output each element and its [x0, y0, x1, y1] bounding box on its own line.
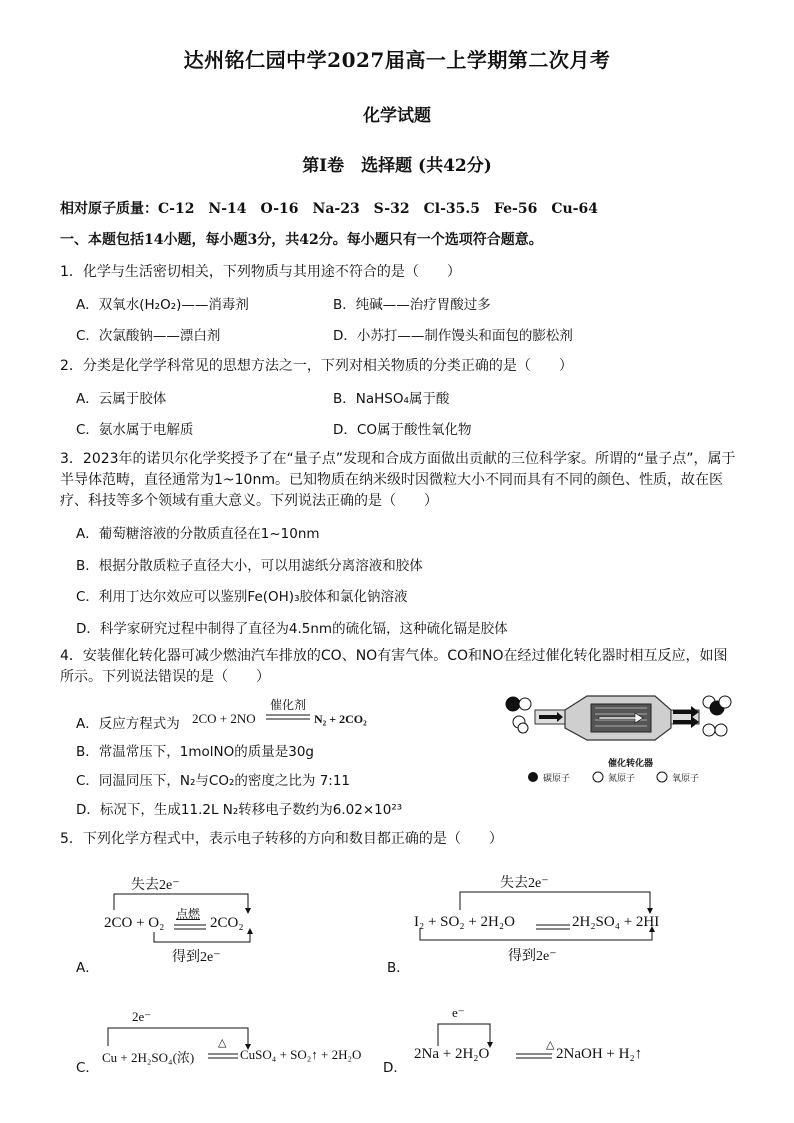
- q5-a-rhs: 2CO₂: [210, 915, 244, 931]
- catalytic-converter-figure: [495, 688, 740, 758]
- q4-option-a-rhs: N₂ + 2CO₂: [314, 712, 367, 726]
- q5-b-rhs: 2H₂SO₄ + 2HI: [572, 914, 660, 930]
- part-instructions: 一、本题包括14小题，每小题3分，共42分。每小题只有一个选项符合题意。: [60, 232, 543, 248]
- q5-a-condition: 点燃: [176, 907, 201, 921]
- q1-option-c: C．次氯酸钠——漂白剂: [76, 328, 221, 344]
- q1-option-a: A．双氧水(H₂O₂)——消毒剂: [76, 297, 249, 313]
- q5-c-condition: △: [218, 1037, 227, 1049]
- q5-c-top-label: 2e⁻: [132, 1009, 152, 1024]
- legend-oxygen: 氧原子: [672, 774, 700, 784]
- oxygen-atom-icon: [518, 723, 528, 733]
- legend-carbon: 碳原子: [543, 774, 571, 784]
- oxygen-atom-legend-icon: [656, 771, 668, 783]
- figure-caption: 催化转化器: [608, 759, 654, 769]
- q3-option-c: C．利用丁达尔效应可以鉴别Fe(OH)₃胶体和氯化钠溶液: [76, 589, 408, 605]
- subject-title: 化学试题: [363, 106, 431, 126]
- q5-a-lhs: 2CO + O₂: [104, 915, 165, 931]
- carbon-atom-legend-icon: [527, 771, 539, 783]
- q2-option-d: D．CO属于酸性氧化物: [333, 422, 472, 438]
- q5-a-bottom-label: 得到2e⁻: [172, 950, 221, 965]
- q1-option-d: D．小苏打——制作馒头和面包的膨松剂: [333, 328, 573, 344]
- q4-option-a-lhs: 2CO + 2NO: [192, 711, 256, 726]
- q5-b-bottom-label: 得到2e⁻: [508, 949, 557, 964]
- q5-d-lhs: 2Na + 2H₂O: [414, 1046, 490, 1062]
- carbon-atom-icon: [506, 697, 520, 711]
- q5-c-rhs: CuSO₄ + SO₂↑ + 2H₂O: [240, 1047, 362, 1062]
- q3-option-b: B．根据分散质粒子直径大小，可以用滤纸分离溶液和胶体: [76, 558, 423, 574]
- q2-option-a: A．云属于胶体: [76, 391, 167, 407]
- q3-option-a: A．葡萄糖溶液的分散质直径在1~10nm: [76, 526, 320, 542]
- q4-option-c: C．同温同压下，N₂与CO₂的密度之比为 7:11: [76, 773, 351, 789]
- q1-option-b: B．纯碱——治疗胃酸过多: [333, 297, 491, 313]
- q4-stem: 4．安装催化转化器可减少燃油汽车排放的CO、NO有害气体。CO和NO在经过催化转化器时相互反应，如图所示。下列说法错误的是（ ）: [60, 648, 728, 685]
- q4-option-b: B．常温常压下，1molNO的质量是30g: [76, 744, 314, 760]
- q2-stem: 2．分类是化学学科常见的思想方法之一，下列对相关物质的分类正确的是（ ）: [60, 358, 573, 374]
- q5-stem: 5．下列化学方程式中，表示电子转移的方向和数目都正确的是（ ）: [60, 831, 503, 847]
- legend-nitrogen: 氮原子: [608, 774, 636, 784]
- q5-a-label: A．: [76, 960, 99, 976]
- q5-d-condition: △: [546, 1039, 555, 1051]
- q5-a-top-label: 失去2e⁻: [131, 878, 180, 893]
- section-title: 第I卷 选择题 (共42分): [302, 156, 492, 176]
- q1-stem: 1．化学与生活密切相关，下列物质与其用途不符合的是（ ）: [60, 264, 461, 280]
- q5-d-rhs: 2NaOH + H₂↑: [556, 1046, 643, 1062]
- q5-c-label: C．: [76, 1060, 99, 1076]
- q4-option-a-condition: 催化剂: [270, 698, 307, 712]
- atomic-masses: 相对原子质量：C-12 N-14 O-16 Na-23 S-32 Cl-35.5 Fe-56 Cu-64: [60, 201, 598, 217]
- q5-b-lhs: I₂ + SO₂ + 2H₂O: [414, 914, 515, 930]
- q4-option-d: D．标况下，生成11.2L N₂转移电子数约为6.02×10²³: [76, 802, 403, 818]
- q4-equals-sign: [266, 714, 312, 722]
- nitrogen-atom-legend-icon: [592, 771, 604, 783]
- q5-c-lhs: Cu + 2H₂SO₄(浓): [102, 1050, 195, 1065]
- q5-b-top-label: 失去2e⁻: [500, 876, 549, 891]
- q2-option-b: B．NaHSO₄属于酸: [333, 391, 450, 407]
- exam-title: 达州铭仁园中学2027届高一上学期第二次月考: [183, 48, 611, 72]
- q2-option-c: C．氨水属于电解质: [76, 422, 194, 438]
- q5-d-label: D．: [383, 1060, 407, 1076]
- q4-option-a-prefix: A．反应方程式为: [76, 716, 180, 732]
- q5-d-top-label: e⁻: [452, 1005, 465, 1020]
- q3-stem: 3．2023年的诺贝尔化学奖授予了在“量子点”发现和合成方面做出贡献的三位科学家。所谓的“量子点”，属于半导体范畴，直径通常为1~10nm。已知物质在纳米级时因微粒大小不同而具有不同的颜色、性质，故在医疗、科技等多个领域有重大意义。下列说法正确的是（ ）: [60, 451, 736, 509]
- q3-option-d: D．科学家研究过程中制得了直径为4.5nm的硫化镉，这种硫化镉是胶体: [76, 621, 508, 637]
- oxygen-atom-icon: [519, 698, 531, 710]
- q5-b-label: B．: [387, 960, 410, 976]
